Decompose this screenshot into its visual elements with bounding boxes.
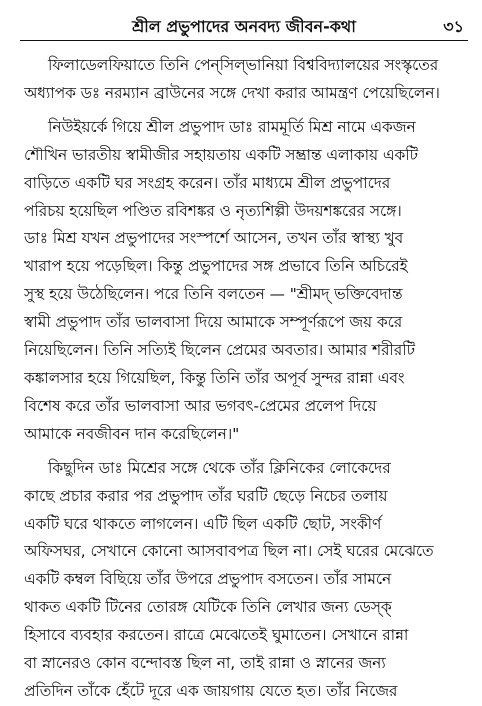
text-line: বাড়িতে একটি ঘর সংগ্রহ করেন। তাঁর মাধ্যমে শ্রীল প্রভুপাদের bbox=[24, 173, 391, 192]
text-line: নিউইয়র্কে গিয়ে শ্রীল প্রভুপাদ ডাঃ রামমূর্তি মিশ্র নামে একজন bbox=[48, 117, 416, 136]
text-line: বা স্নানেরও কোন বন্দোবস্ত ছিল না, তাই রান্না ও স্নানের জন্য bbox=[24, 654, 386, 673]
text-line: কাছে প্রচার করার পর প্রভুপাদ তাঁর ঘরটি ছেড়ে নিচের তলায় bbox=[24, 486, 388, 505]
text-line: স্বামী প্রভুপাদ তাঁর ভালবাসা দিয়ে আমাকে সম্পূর্ণরূপে জয় করে bbox=[24, 313, 403, 332]
text-line: প্রতিদিন তাঁকে হেঁটে দূরে এক জায়গায় যেতে হত। তাঁর নিজের bbox=[24, 681, 398, 700]
paragraph-2 bbox=[24, 114, 468, 449]
text-line: ডাঃ মিশ্র যখন প্রভুপাদের সংস্পর্শে আসেন, তখন তাঁর স্বাস্থ্য খুব bbox=[24, 229, 404, 248]
text-line: একটি কম্বল বিছিয়ে তাঁর উপরে প্রভুপাদ বসতেন। তাঁর সামনে bbox=[24, 570, 392, 589]
page-body bbox=[24, 52, 468, 706]
text-line: অফিসঘর, সেখানে কোনো আসবাবপত্র ছিল না। সেই ঘরের মেঝেতে bbox=[24, 542, 434, 561]
text-line: পরিচয় হয়েছিল পণ্ডিত রবিশঙ্কর ও নৃত্যশিল্পী উদয়শঙ্করের সঙ্গে। bbox=[24, 201, 402, 220]
text-line: অধ্যাপক ডঃ নরম্যান ব্রাউনের সঙ্গে দেখা করার আমন্ত্রণ পেয়েছিলেন। bbox=[24, 83, 440, 102]
text-line: খারাপ হয়ে পড়েছিল। কিন্তু প্রভুপাদের সঙ্গ প্রভাবে তিনি অচিরেই bbox=[24, 257, 408, 276]
text-line: থাকত একটি টিনের তোরঙ্গ যেটিকে তিনি লেখার জন্য ডেস্ক্ bbox=[24, 598, 392, 617]
page-number: ৩১ bbox=[443, 17, 464, 36]
header-rule bbox=[20, 40, 468, 41]
text-line: শৌখিন ভারতীয় স্বামীজীর সহায়তায় একটি সম্ভ্রান্ত এলাকায় একটি bbox=[24, 145, 418, 164]
paragraph-1 bbox=[24, 52, 468, 108]
text-line: সুস্থ হয়ে উঠেছিলেন। পরে তিনি বলতেন — "শ্রীমদ্ ভক্তিবেদান্ত bbox=[24, 285, 403, 304]
paragraph-3 bbox=[24, 455, 468, 706]
text-line: কিছুদিন ডাঃ মিশ্রের সঙ্গে থেকে তাঁর ক্লিনিকের লোকেদের bbox=[48, 458, 391, 477]
running-header bbox=[20, 14, 468, 42]
text-line: হিসাবে ব্যবহার করতেন। রাত্রে মেঝেতেই ঘুমাতেন। সেখানে রান্না bbox=[24, 626, 409, 645]
text-line: নিয়েছিলেন। তিনি সত্যিই ছিলেন প্রেমের অবতার। আমার শরীরটি bbox=[24, 341, 415, 360]
text-line: আমাকে নবজীবন দান করেছিলেন।" bbox=[24, 424, 240, 443]
text-line: একটি ঘরে থাকতে লাগলেন। এটি ছিল একটি ছোট, সংকীর্ণ bbox=[24, 514, 382, 533]
text-line: ফিলাডেলফিয়াতে তিনি পেন্‌সিল্‌ভানিয়া বিশ্ববিদ্যালয়ের সংস্কৃতের bbox=[48, 56, 439, 74]
text-line: কঙ্কালসার হয়ে গিয়েছিল, কিন্তু তিনি তাঁর অপূর্ব সুন্দর রান্না এবং bbox=[24, 368, 405, 387]
book-title-header: শ্রীল প্রভুপাদের অনবদ্য জীবন-কথা bbox=[132, 17, 356, 36]
text-line: বিশেষ করে তাঁর ভালবাসা আর ভগবৎ-প্রেমের প্রলেপ দিয়ে bbox=[24, 396, 377, 415]
